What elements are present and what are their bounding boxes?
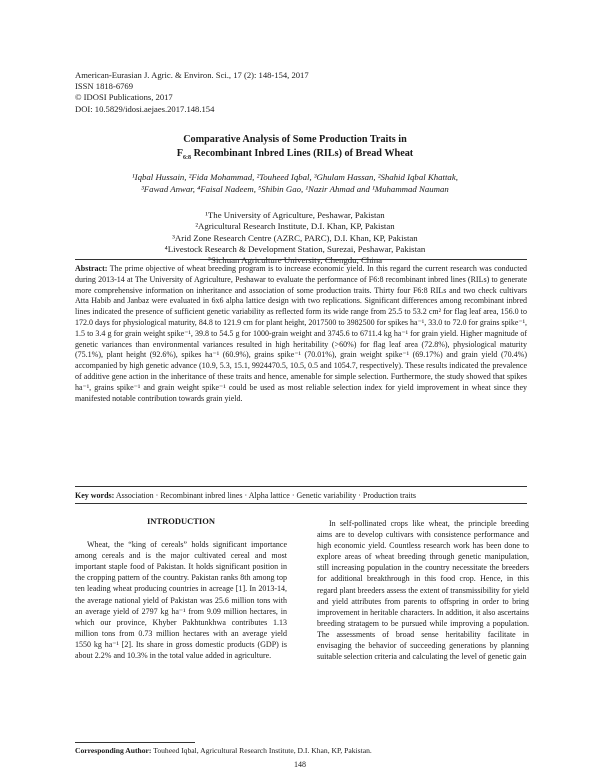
abstract-label: Abstract:	[75, 264, 108, 273]
affiliation-2: ²Agricultural Research Institute, D.I. Khan, KP, Pakistan	[195, 221, 395, 232]
affiliation-1: ¹The University of Agriculture, Peshawar, Pakistan	[205, 210, 385, 220]
title-line-1: Comparative Analysis of Some Production Traits in	[183, 134, 407, 145]
affiliation-list	[75, 210, 515, 266]
corresponding-author	[75, 746, 527, 756]
paper-title	[75, 133, 515, 165]
affiliation-4: ⁴Livestock Research & Development Station, Surezai, Peshawar, Pakistan	[164, 243, 426, 254]
affiliation-5: ⁵Sichuan Agriculture University, Chengdu, China	[207, 255, 382, 266]
copyright: © IDOSI Publications, 2017	[75, 92, 173, 103]
doi: DOI: 10.5829/idosi.aejaes.2017.148.154	[75, 103, 215, 114]
title-rest: Recombinant Inbred Lines (RILs) of Bread Wheat	[191, 147, 414, 159]
page-number: 148	[294, 760, 306, 769]
keywords	[75, 490, 527, 501]
abstract-bottom-rule	[75, 486, 527, 487]
journal-header	[75, 70, 535, 115]
author-list	[75, 172, 515, 195]
affiliation-3: ³Arid Zone Research Centre (AZRC, PARC), D.I. Khan, KP, Pakistan	[172, 232, 418, 243]
keywords-rule	[75, 503, 527, 504]
title-subscript: 6:8	[183, 154, 192, 161]
keywords-text: Association · Recombinant inbred lines · Alpha lattice · Genetic variability · Production traits	[115, 491, 417, 500]
footnote-rule	[75, 742, 195, 743]
introduction-paragraph-2: In self-pollinated crops like wheat, the principle breeding aims are to develop cultivars with consistence performance and high economic yield. Countless research work has been done to explore areas of wheat breeding through genetic manipulation, still increasing population in the country necessitate the breeders for additional breakthrough in this food crop. Hence, in this regard plant breeders assess the extent of transmissibility for yield and yield attributes from parents to offspring in order to bring improvement in heritable characters. In addition, it also ascertains breeding stratagem to be pursued while improving a population. The assessments of broad sense heritability facilitate in envisaging the behavior of succeeding generations by planning suitable selection criteria and calculating the level of genetic gain	[317, 519, 529, 662]
journal-citation: American-Eurasian J. Agric. & Environ. Sci., 17 (2): 148-154, 2017	[75, 70, 309, 80]
introduction-paragraph-1: Wheat, the “king of cereals” holds significant importance among cereals and is the major cultivated cereal and most important staple food of Pakistan. It holds significant position in the cropping pattern of the country. Pakistan ranks 8th among top ten leading wheat producing countries in acreage [1]. In 2013-14, the average national yield of Pakistan was 25.6 million tons with an average yield of 2797 kg ha⁻¹ from 9.09 million hectares, in which our province, Khyber Pakhtunkhwa contributes 1.13 million tons from 0.73 million hectares with an average yield 1550 kg ha⁻¹ [2]. Its share in gross domestic products (GDP) is about 2.2% and 10.3% in the total value added in agriculture.	[75, 540, 287, 661]
keywords-label: Key words:	[75, 491, 115, 500]
introduction-heading: INTRODUCTION	[146, 516, 215, 526]
corresponding-author-text: Touheed Iqbal, Agricultural Research Institute, D.I. Khan, KP, Pakistan.	[153, 746, 372, 755]
abstract-text: The prime objective of wheat breeding program is to increase economic yield. In this regard the current research was conducted during 2013-14 at The University of Agriculture, Peshawar to evaluate the performance of F6:8 recombinant inbred lines (RILs) to generate more comprehensive information on inheritance and association of some production traits. Thirty four F6:8 RILs and two check cultivars Atta Habib and Janbaz were evaluated in 6x6 alpha lattice design with two replications. Significant differences among recombinant inbred lines indicated the presence of sufficient genetic variability as reflected form its wide range from 25.5 to 53.2 cm² for flag leaf area, 156.0 to 172.0 days for physiological maturity, 84.8 to 121.9 cm for plant height, 2017500 to 3982500 for spikes ha⁻¹, 33.0 to 72.0 for grains spike⁻¹, 1.5 to 3.4 g for grain weight spike⁻¹, 39.8 to 54.5 g for 1000-grain weight and 3745.6 to 6711.4 kg ha⁻¹ for grain yield. Higher magnitude of genetic variances than environmental variances resulted in high heritability (>60%) for flag leaf area (72.8%), physiological maturity (75.1%), plant height (92.6%), spikes ha⁻¹ (60.9%), grains spike⁻¹ (70.01%), grain weight spike⁻¹ (69.17%) and grain yield (70.4%) accompanied by high genetic advance (10.9, 5.3, 15.1, 9924470.5, 10.5, 0.5 and 1054.7, respectively). These results indicated the prevalence of additive gene action in the inheritance of these traits and hence, amenable for simple selection. Furthermore, the study showed that spikes ha⁻¹, grains spike⁻¹ and grain weight spike⁻¹ could be used as most reliable selection index for yield improvement in wheat since they manifested notable contribution towards grain yield.	[75, 264, 528, 403]
left-column	[75, 516, 287, 661]
corresponding-author-label: Corresponding Author:	[75, 746, 152, 755]
title-line-2	[75, 147, 515, 166]
title-f: F	[176, 147, 184, 159]
authors-line-2: ³Fawad Anwar, ⁴Faisal Nadeem, ⁵Shibin Gao, ¹Nazir Ahmad and ¹Muhammad Nauman	[141, 183, 449, 194]
issn: ISSN 1818-6769	[75, 81, 134, 92]
abstract-top-rule	[75, 259, 527, 260]
right-column	[317, 518, 529, 662]
authors-line-1: ¹Iqbal Hussain, ²Fida Mohammad, ²Touheed Iqbal, ³Ghulam Hassan, ²Shahid Iqbal Khattak,	[132, 172, 458, 182]
abstract	[75, 264, 527, 404]
